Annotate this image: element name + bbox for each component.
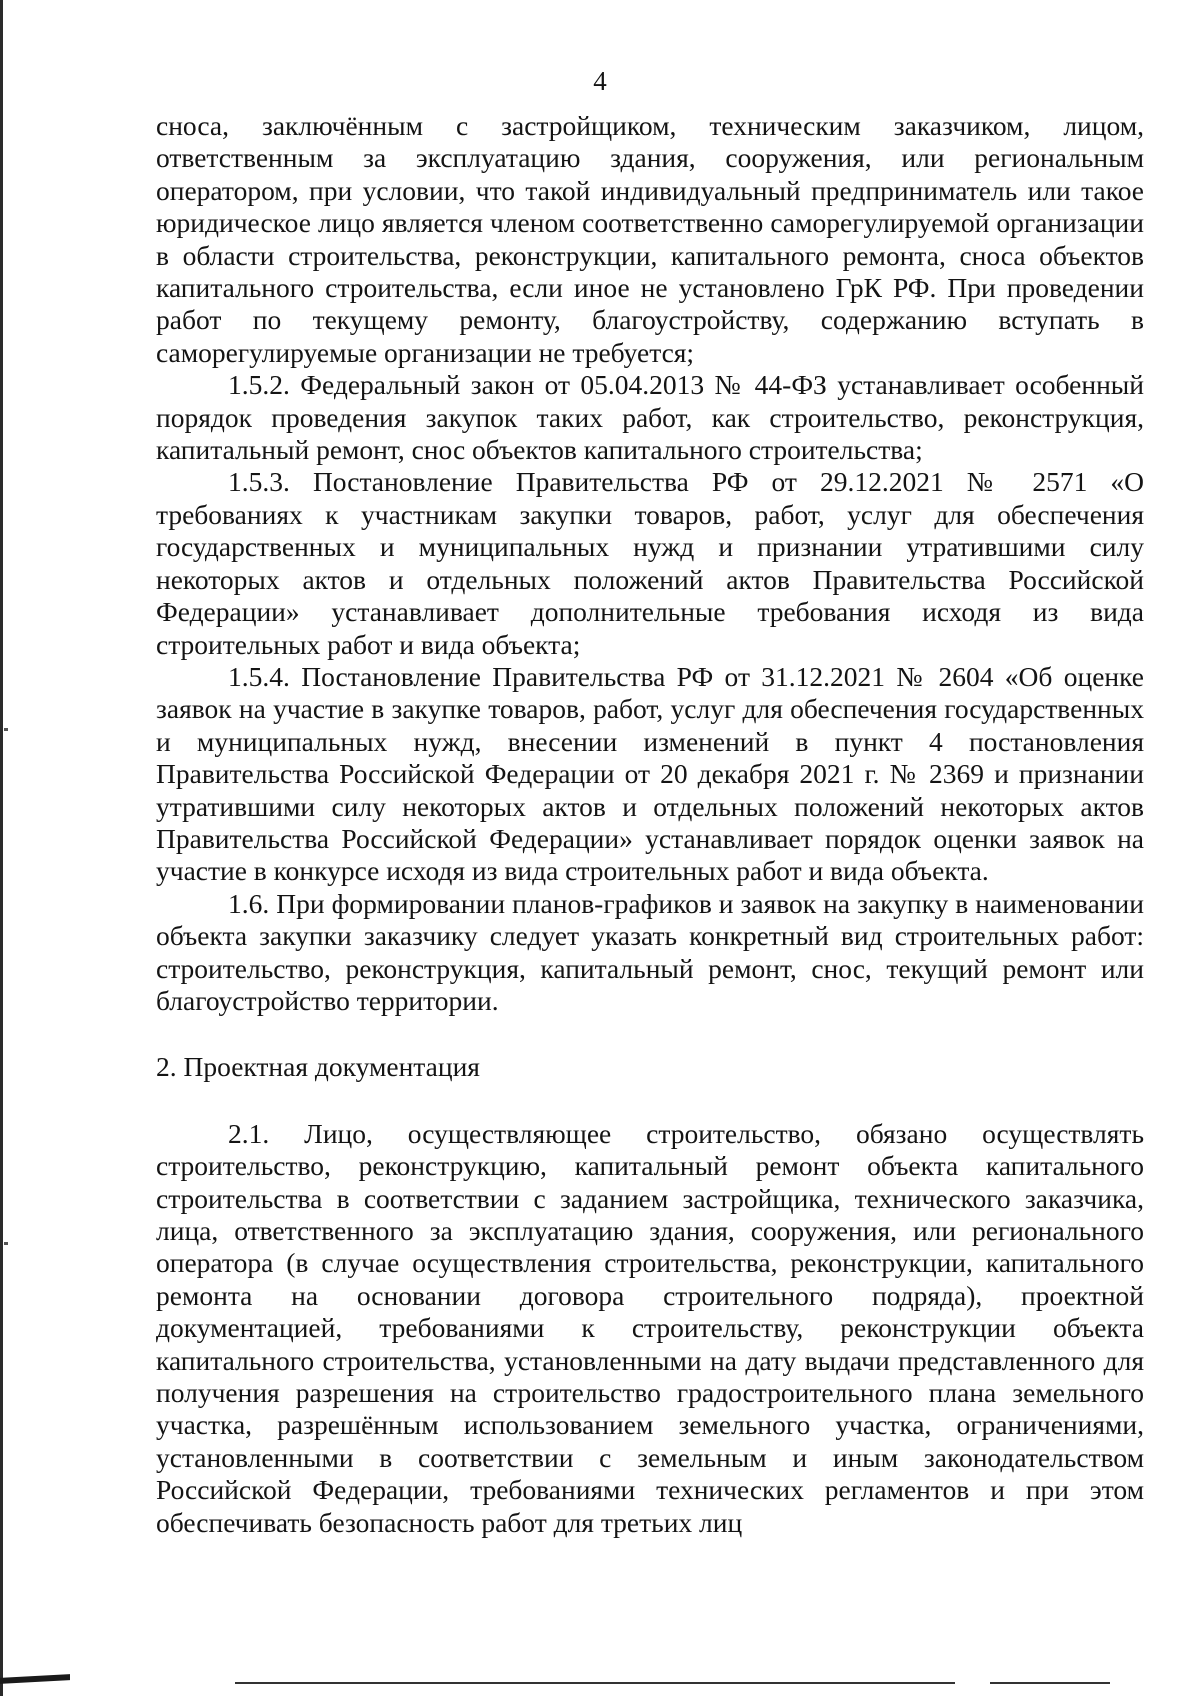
scan-bottom-line-right — [990, 1682, 1110, 1684]
scan-bottom-line — [235, 1682, 955, 1684]
scan-corner-mark — [0, 1674, 70, 1684]
paragraph-2-1: 2.1. Лицо, осуществляющее строительство, обязано осуществлять строительство, реконструкцию, капитальный ремонт объекта капитального строительства в соответствии с заданием застройщика, технического заказчика, лица, ответственного за эксплуатацию здания, сооружения, или регионального оператора (в случае осуществления строительства, реконструкции, капитального ремонта на основании договора строительного подряда), проектной документацией, требованиями к строительству, реконструкции объекта капитального строительства, установленными на дату выдачи представленного для получения разрешения на строительство градостроительного плана земельного участка, разрешённым использованием земельного участка, ограничениями, установленными в соответствии с земельным и иным законодательством Российской Федерации, требованиями технических регламентов и при этом обеспечивать безопасность работ для третьих лиц — [156, 1117, 1144, 1538]
section-heading: 2. Проектная документация — [156, 1051, 480, 1083]
paragraph-1-5-4: 1.5.4. Постановление Правительства РФ от 31.12.2021 № 2604 «Об оценке заявок на участие в закупке товаров, работ, услуг для обеспечения государственных и муниципальных нужд, внесении изменений в пункт 4 постановления Правительства Российской Федерации от 20 декабря 2021 г. № 2369 и признании утратившими силу некоторых актов и отдельных положений некоторых актов Правительства Российской Федерации» устанавливает порядок оценки заявок на участие в конкурсе исходя из вида строительных работ и вида объекта. — [156, 660, 1144, 887]
paragraph-1-6: 1.6. При формировании планов-графиков и заявок на закупку в наименовании объекта закупки заказчику следует указать конкретный вид строительных работ: строительство, реконструкция, капитальный ремонт, снос, текущий ремонт или благоустройство территории. — [156, 887, 1144, 1016]
scan-edge-mark — [4, 1242, 8, 1245]
paragraph-1-5-3: 1.5.3. Постановление Правительства РФ от 29.12.2021 № 2571 «О требованиях к участникам закупки товаров, работ, услуг для обеспечения государственных и муниципальных нужд и признании утратившими силу некоторых актов и отдельных положений актов Правительства Российской Федерации» устанавливает дополнительные требования исходя из вида строительных работ и вида объекта; — [156, 466, 1144, 660]
page-number: 4 — [593, 66, 607, 96]
document-body — [156, 110, 1144, 1539]
scan-left-edge — [0, 0, 3, 1696]
paragraph-continuation: сноса, заключённым с застройщиком, техническим заказчиком, лицом, ответственным за эксплуатацию здания, сооружения, или региональным оператором, при условии, что такой индивидуальный предприниматель или такое юридическое лицо является членом соответственно саморегулируемой организации в области строительства, реконструкции, капитального ремонта, сноса объектов капитального строительства, если иное не установлено ГрК РФ. При проведении работ по текущему ремонту, благоустройству, содержанию вступать в саморегулируемые организации не требуется; — [156, 110, 1144, 368]
scan-edge-mark — [4, 728, 8, 731]
paragraph-1-5-2: 1.5.2. Федеральный закон от 05.04.2013 № 44-ФЗ устанавливает особенный порядок проведения закупок таких работ, как строительство, реконструкция, капитальный ремонт, снос объектов капитального строительства; — [156, 369, 1144, 466]
